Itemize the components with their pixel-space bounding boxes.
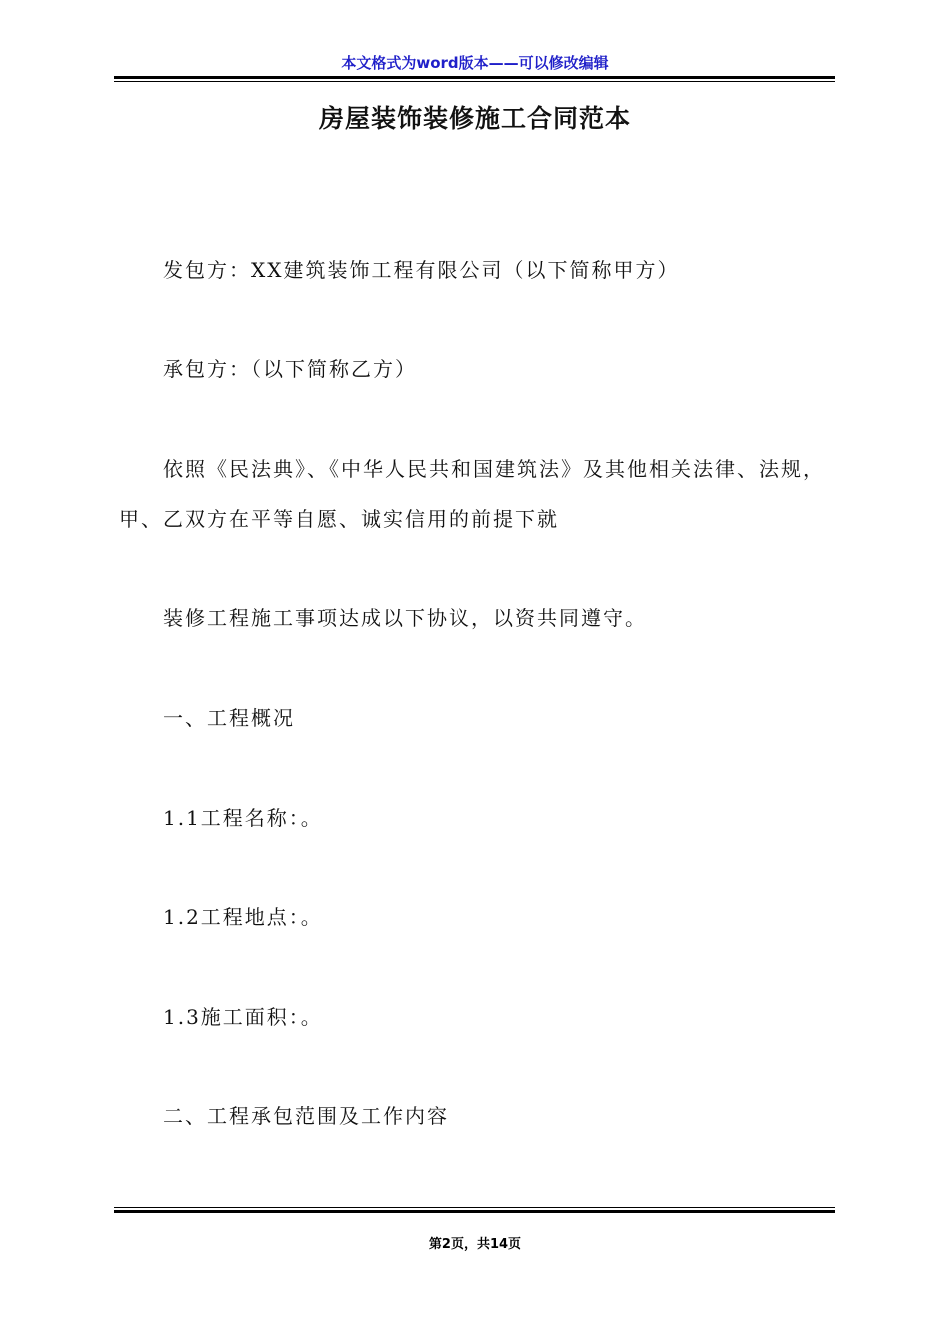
header-text: 本文格式为word版本——可以修改编辑 [341,54,609,72]
paragraph-legal-basis: 依照《民法典》、《中华人民共和国建筑法》及其他相关法律、法规，甲、乙双方在平等自愿、诚实信用的前提下就 [119,457,825,531]
paragraph-agreement: 装修工程施工事项达成以下协议，以资共同遵守。 [163,606,647,630]
paragraph-contractor: 发包方：XX建筑装饰工程有限公司（以下简称甲方） [163,258,680,282]
clause-project-location: 1.2工程地点：。 [163,905,323,929]
clause-construction-area: 1.3施工面积：。 [163,1005,323,1029]
section-heading-scope: 二、工程承包范围及工作内容 [163,1104,449,1128]
document-title: 房屋装饰装修施工合同范本 [318,104,631,133]
footer-rule-thick [114,1210,835,1213]
section-heading-overview: 一、工程概况 [163,706,295,730]
clause-project-name: 1.1工程名称：。 [163,806,323,830]
header-rule-thin [114,81,835,82]
header-rule-thick [114,76,835,79]
footer-rule-thin [114,1207,835,1208]
paragraph-subcontractor: 承包方：（以下简称乙方） [163,357,417,381]
page-number: 第2页，共14页 [428,1237,522,1252]
